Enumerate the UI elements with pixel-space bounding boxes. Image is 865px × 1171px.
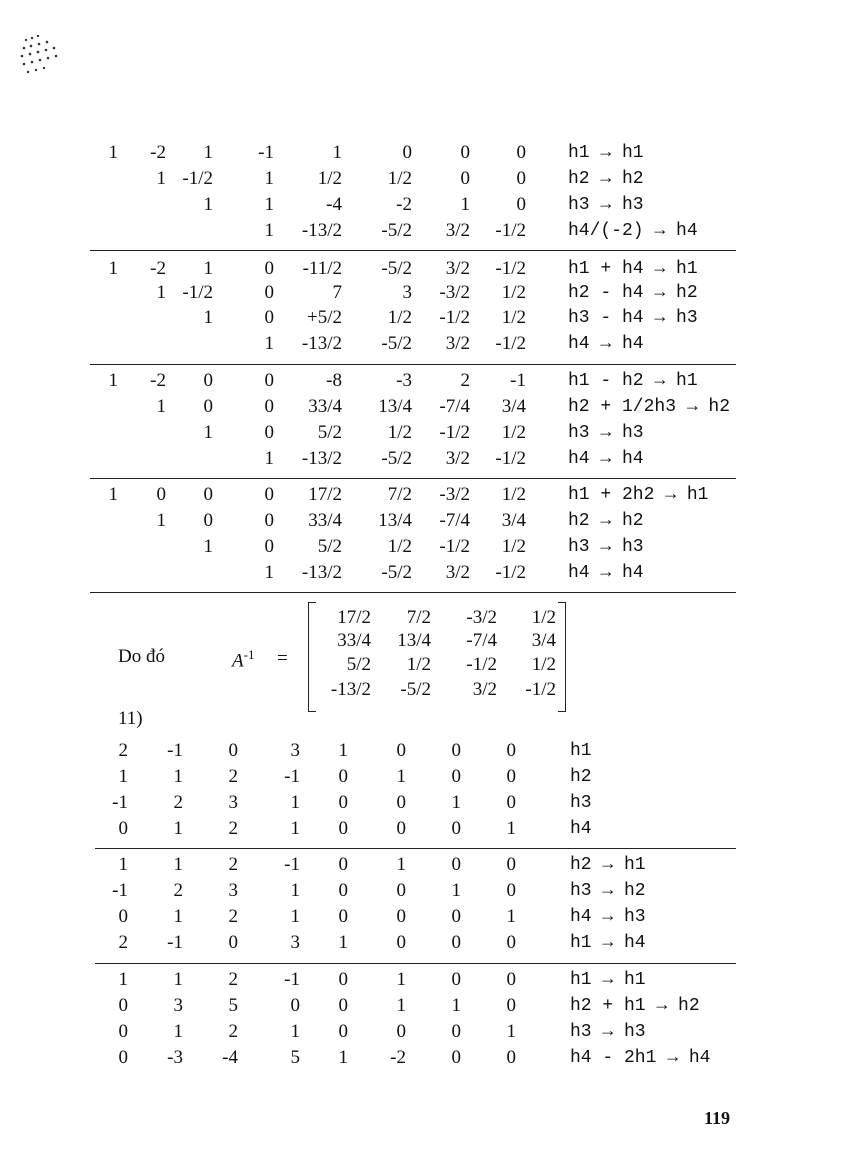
matrix-cell: 3/2: [445, 220, 470, 241]
matrix-cell: 5/2: [317, 536, 342, 557]
row-operation: h1 - h2 → h1: [568, 371, 698, 391]
row-operation: h2 → h2: [568, 169, 644, 189]
matrix-cell: 0: [203, 510, 213, 531]
matrix-cell: 1/2: [501, 307, 526, 328]
matrix-cell: 0: [506, 740, 516, 761]
matrix-cell: -1: [258, 142, 274, 163]
inverse-matrix-cell: -3/2: [466, 607, 497, 628]
matrix-cell: 0: [396, 1021, 406, 1042]
matrix-cell: 2: [173, 880, 183, 901]
matrix-cell: 0: [264, 370, 274, 391]
matrix-cell: -1: [112, 880, 128, 901]
matrix-cell: 3/2: [445, 333, 470, 354]
matrix-cell: 1: [290, 1021, 300, 1042]
matrix-cell: 0: [264, 307, 274, 328]
matrix-cell: 1: [506, 818, 516, 839]
row-operation: h4 → h4: [568, 449, 644, 469]
matrix-cell: 0: [516, 168, 526, 189]
row-operation: h1 → h1: [570, 970, 646, 990]
matrix-cell: -1: [167, 740, 183, 761]
matrix-cell: 1: [173, 969, 183, 990]
matrix-cell: -7/4: [439, 396, 470, 417]
matrix-cell: -1: [284, 766, 300, 787]
matrix-cell: 1: [118, 969, 128, 990]
matrix-cell: 1/2: [387, 536, 412, 557]
matrix-cell: -8: [326, 370, 342, 391]
matrix-cell: -5/2: [381, 448, 412, 469]
matrix-cell: 1: [173, 1021, 183, 1042]
matrix-cell: 0: [338, 880, 348, 901]
matrix-cell: 0: [451, 818, 461, 839]
matrix-cell: 0: [460, 168, 470, 189]
matrix-cell: 0: [264, 396, 274, 417]
matrix-cell: 1: [203, 307, 213, 328]
matrix-right-bracket: [558, 602, 566, 712]
matrix-cell: -1: [284, 854, 300, 875]
matrix-cell: 3: [173, 995, 183, 1016]
matrix-cell: 0: [264, 536, 274, 557]
matrix-cell: 1: [264, 168, 274, 189]
library-stamp-icon: [14, 30, 62, 86]
matrix-cell: 2: [173, 792, 183, 813]
inverse-matrix-cell: 17/2: [337, 607, 371, 628]
matrix-cell: 0: [506, 792, 516, 813]
row-operation: h3 → h3: [568, 195, 644, 215]
matrix-cell: -3: [396, 370, 412, 391]
matrix-cell: 1: [118, 766, 128, 787]
matrix-cell: 1: [264, 562, 274, 583]
matrix-cell: 1: [290, 880, 300, 901]
matrix-cell: +5/2: [307, 307, 342, 328]
matrix-cell: 0: [118, 995, 128, 1016]
matrix-cell: 13/4: [378, 396, 412, 417]
matrix-cell: 1: [203, 194, 213, 215]
matrix-cell: 1: [173, 854, 183, 875]
matrix-cell: 1: [156, 510, 166, 531]
matrix-cell: 1/2: [387, 422, 412, 443]
matrix-cell: 1: [290, 792, 300, 813]
matrix-cell: 1: [173, 766, 183, 787]
matrix-cell: 0: [396, 818, 406, 839]
matrix-cell: 1/2: [501, 536, 526, 557]
inverse-matrix-cell: 1/2: [531, 607, 556, 628]
matrix-cell: 0: [506, 854, 516, 875]
inverse-matrix-cell: -13/2: [330, 679, 371, 700]
inverse-exponent: -1: [243, 647, 255, 662]
matrix-cell: -1: [510, 370, 526, 391]
page-number: 119: [704, 1108, 731, 1128]
block2-divider: [95, 848, 736, 849]
row-operation: h2 + 1/2h3 → h2: [568, 397, 731, 417]
matrix-cell: 0: [338, 969, 348, 990]
inverse-matrix-cell: 33/4: [337, 630, 371, 651]
row-operation: h3 → h2: [570, 881, 646, 901]
matrix-cell: 0: [338, 1021, 348, 1042]
matrix-cell: 2: [228, 906, 238, 927]
row-operation: h4 - 2h1 → h4: [570, 1048, 711, 1068]
matrix-cell: 1: [156, 396, 166, 417]
inverse-matrix-cell: 1/2: [531, 654, 556, 675]
matrix-cell: -1: [167, 932, 183, 953]
matrix-cell: 2: [118, 740, 128, 761]
matrix-cell: 3/2: [445, 448, 470, 469]
matrix-cell: 1: [396, 969, 406, 990]
matrix-cell: 0: [451, 854, 461, 875]
matrix-cell: 0: [506, 766, 516, 787]
matrix-cell: 17/2: [308, 484, 342, 505]
matrix-cell: 0: [460, 142, 470, 163]
matrix-cell: 3: [228, 880, 238, 901]
matrix-cell: 7/2: [387, 484, 412, 505]
matrix-cell: 1: [396, 766, 406, 787]
matrix-cell: 1: [338, 740, 348, 761]
matrix-cell: -2: [150, 142, 166, 163]
row-operation: h2 → h2: [568, 511, 644, 531]
inverse-matrix-cell: -1/2: [525, 679, 556, 700]
matrix-cell: 1: [203, 422, 213, 443]
row-operation: h1: [570, 741, 592, 761]
matrix-cell: 5: [290, 1047, 300, 1068]
matrix-cell: 0: [396, 792, 406, 813]
matrix-cell: 3: [290, 932, 300, 953]
matrix-cell: -4: [222, 1047, 238, 1068]
matrix-cell: -13/2: [301, 562, 342, 583]
row-operation: h3 - h4 → h3: [568, 308, 698, 328]
matrix-cell: -1/2: [182, 282, 213, 303]
matrix-cell: -2: [150, 370, 166, 391]
matrix-cell: 0: [338, 818, 348, 839]
matrix-cell: 1: [264, 194, 274, 215]
row-operation: h4: [570, 819, 592, 839]
matrix-cell: 2: [228, 1021, 238, 1042]
matrix-cell: 2: [228, 854, 238, 875]
matrix-cell: 3/2: [445, 562, 470, 583]
matrix-cell: 0: [338, 792, 348, 813]
matrix-cell: 1/2: [387, 307, 412, 328]
matrix-cell: 0: [506, 1047, 516, 1068]
matrix-cell: 3: [228, 792, 238, 813]
matrix-cell: 1: [203, 258, 213, 279]
matrix-cell: 0: [396, 740, 406, 761]
matrix-cell: 0: [451, 932, 461, 953]
matrix-cell: -2: [390, 1047, 406, 1068]
inverse-matrix-cell: 7/2: [406, 607, 431, 628]
matrix-cell: 1/2: [501, 484, 526, 505]
matrix-cell: -1: [284, 969, 300, 990]
inverse-matrix-cell: 3/4: [531, 630, 556, 651]
matrix-cell: 0: [396, 880, 406, 901]
matrix-cell: 0: [264, 422, 274, 443]
block-divider: [90, 478, 736, 479]
matrix-cell: 3: [402, 282, 412, 303]
block-divider: [90, 364, 736, 365]
matrix-cell: 3/4: [501, 396, 526, 417]
matrix-cell: 1: [264, 333, 274, 354]
matrix-cell: 0: [264, 282, 274, 303]
matrix-cell: 0: [338, 906, 348, 927]
matrix-cell: 0: [451, 766, 461, 787]
matrix-cell: -13/2: [301, 333, 342, 354]
matrix-cell: 0: [264, 484, 274, 505]
matrix-cell: -1/2: [495, 258, 526, 279]
row-operation: h4 → h4: [568, 563, 644, 583]
block2-divider: [95, 963, 736, 964]
inverse-matrix-cell: -1/2: [466, 654, 497, 675]
row-operation: h3 → h3: [570, 1022, 646, 1042]
matrix-cell: 0: [228, 740, 238, 761]
matrix-cell: 0: [118, 1047, 128, 1068]
matrix-cell: 1: [173, 818, 183, 839]
matrix-cell: -7/4: [439, 510, 470, 531]
block-divider: [90, 592, 736, 593]
exercise-label: 11): [118, 708, 143, 729]
inverse-base: A: [232, 650, 244, 672]
row-operation: h4/(-2) → h4: [568, 221, 698, 241]
matrix-cell: 0: [338, 854, 348, 875]
matrix-cell: 33/4: [308, 396, 342, 417]
matrix-cell: -2: [396, 194, 412, 215]
matrix-cell: -1/2: [495, 220, 526, 241]
matrix-cell: 0: [506, 932, 516, 953]
matrix-cell: -1/2: [495, 448, 526, 469]
matrix-cell: 0: [338, 766, 348, 787]
matrix-cell: 1: [108, 258, 118, 279]
matrix-cell: -3: [167, 1047, 183, 1068]
matrix-cell: 0: [506, 995, 516, 1016]
row-operation: h4 → h4: [568, 334, 644, 354]
inverse-matrix-cell: 1/2: [406, 654, 431, 675]
matrix-cell: 1/2: [501, 282, 526, 303]
matrix-cell: 0: [118, 818, 128, 839]
matrix-cell: 1: [108, 142, 118, 163]
matrix-cell: 1: [460, 194, 470, 215]
matrix-cell: -13/2: [301, 220, 342, 241]
matrix-cell: 1: [396, 995, 406, 1016]
matrix-cell: 2: [460, 370, 470, 391]
matrix-cell: 3/4: [501, 510, 526, 531]
matrix-cell: 1: [264, 220, 274, 241]
inverse-matrix-cell: -5/2: [400, 679, 431, 700]
row-operation: h4 → h3: [570, 907, 646, 927]
matrix-cell: -1/2: [495, 333, 526, 354]
matrix-cell: 2: [228, 766, 238, 787]
matrix-cell: 0: [118, 1021, 128, 1042]
matrix-cell: 1/2: [387, 168, 412, 189]
row-operation: h1 → h4: [570, 933, 646, 953]
row-operation: h2: [570, 767, 592, 787]
matrix-cell: 1/2: [501, 422, 526, 443]
matrix-cell: -1: [112, 792, 128, 813]
matrix-cell: 0: [516, 194, 526, 215]
matrix-cell: 0: [290, 995, 300, 1016]
matrix-cell: 0: [118, 906, 128, 927]
matrix-cell: 1: [451, 792, 461, 813]
matrix-cell: 1: [451, 880, 461, 901]
matrix-cell: 0: [228, 932, 238, 953]
matrix-cell: 0: [451, 740, 461, 761]
matrix-cell: 5/2: [317, 422, 342, 443]
matrix-cell: 13/4: [378, 510, 412, 531]
equals-sign: =: [277, 648, 288, 669]
matrix-cell: -3/2: [439, 282, 470, 303]
matrix-cell: 1: [173, 906, 183, 927]
matrix-cell: 1: [156, 282, 166, 303]
matrix-cell: 0: [264, 258, 274, 279]
matrix-cell: -13/2: [301, 448, 342, 469]
row-operation: h2 + h1 → h2: [570, 996, 700, 1016]
matrix-cell: 1: [338, 932, 348, 953]
matrix-cell: 0: [203, 484, 213, 505]
matrix-cell: -1/2: [439, 307, 470, 328]
matrix-cell: 0: [506, 969, 516, 990]
matrix-cell: 2: [228, 818, 238, 839]
matrix-cell: 1: [396, 854, 406, 875]
matrix-cell: 0: [396, 906, 406, 927]
matrix-cell: -1/2: [495, 562, 526, 583]
matrix-cell: 1: [506, 906, 516, 927]
matrix-cell: 0: [451, 1021, 461, 1042]
matrix-cell: 1: [332, 142, 342, 163]
matrix-cell: -1/2: [439, 536, 470, 557]
matrix-cell: 7: [332, 282, 342, 303]
matrix-cell: -1/2: [182, 168, 213, 189]
matrix-cell: 1: [506, 1021, 516, 1042]
matrix-cell: -5/2: [381, 220, 412, 241]
row-operation: h3 → h3: [568, 537, 644, 557]
inverse-matrix-cell: 13/4: [397, 630, 431, 651]
inverse-matrix-cell: 5/2: [346, 654, 371, 675]
matrix-cell: -5/2: [381, 333, 412, 354]
matrix-cell: 2: [118, 932, 128, 953]
matrix-cell: -11/2: [302, 258, 342, 279]
matrix-cell: 1: [290, 818, 300, 839]
row-operation: h3: [570, 793, 592, 813]
matrix-cell: -5/2: [381, 562, 412, 583]
inverse-matrix-cell: 3/2: [472, 679, 497, 700]
inverse-matrix-cell: -7/4: [466, 630, 497, 651]
row-operation: h1 + 2h2 → h1: [568, 485, 709, 505]
row-operation: h3 → h3: [568, 423, 644, 443]
matrix-cell: 0: [506, 880, 516, 901]
matrix-cell: 0: [516, 142, 526, 163]
matrix-cell: -2: [150, 258, 166, 279]
matrix-cell: 0: [402, 142, 412, 163]
matrix-cell: 0: [396, 932, 406, 953]
matrix-cell: 1: [118, 854, 128, 875]
matrix-cell: 1: [156, 168, 166, 189]
matrix-cell: 33/4: [308, 510, 342, 531]
matrix-cell: 0: [203, 370, 213, 391]
matrix-cell: 3/2: [445, 258, 470, 279]
row-operation: h2 - h4 → h2: [568, 283, 698, 303]
matrix-cell: 0: [264, 510, 274, 531]
matrix-cell: 2: [228, 969, 238, 990]
matrix-cell: 1/2: [317, 168, 342, 189]
matrix-cell: -1/2: [439, 422, 470, 443]
matrix-cell: 1: [264, 448, 274, 469]
matrix-cell: 0: [156, 484, 166, 505]
matrix-cell: -3/2: [439, 484, 470, 505]
row-operation: h1 → h1: [568, 143, 644, 163]
matrix-cell: 0: [451, 906, 461, 927]
conclusion-prefix: Do đó: [118, 646, 165, 667]
matrix-cell: 1: [338, 1047, 348, 1068]
matrix-cell: 1: [290, 906, 300, 927]
inverse-symbol: [232, 645, 254, 671]
block-divider: [90, 250, 736, 251]
matrix-cell: 1: [451, 995, 461, 1016]
matrix-cell: 1: [108, 370, 118, 391]
matrix-cell: 5: [228, 995, 238, 1016]
row-operation: h2 → h1: [570, 855, 646, 875]
matrix-cell: 0: [451, 1047, 461, 1068]
matrix-cell: 0: [338, 995, 348, 1016]
matrix-cell: -4: [326, 194, 342, 215]
matrix-cell: 0: [203, 396, 213, 417]
matrix-cell: 1: [203, 536, 213, 557]
matrix-cell: 1: [108, 484, 118, 505]
matrix-cell: 0: [451, 969, 461, 990]
matrix-cell: 1: [203, 142, 213, 163]
row-operation: h1 + h4 → h1: [568, 259, 698, 279]
matrix-cell: 3: [290, 740, 300, 761]
matrix-cell: -5/2: [381, 258, 412, 279]
